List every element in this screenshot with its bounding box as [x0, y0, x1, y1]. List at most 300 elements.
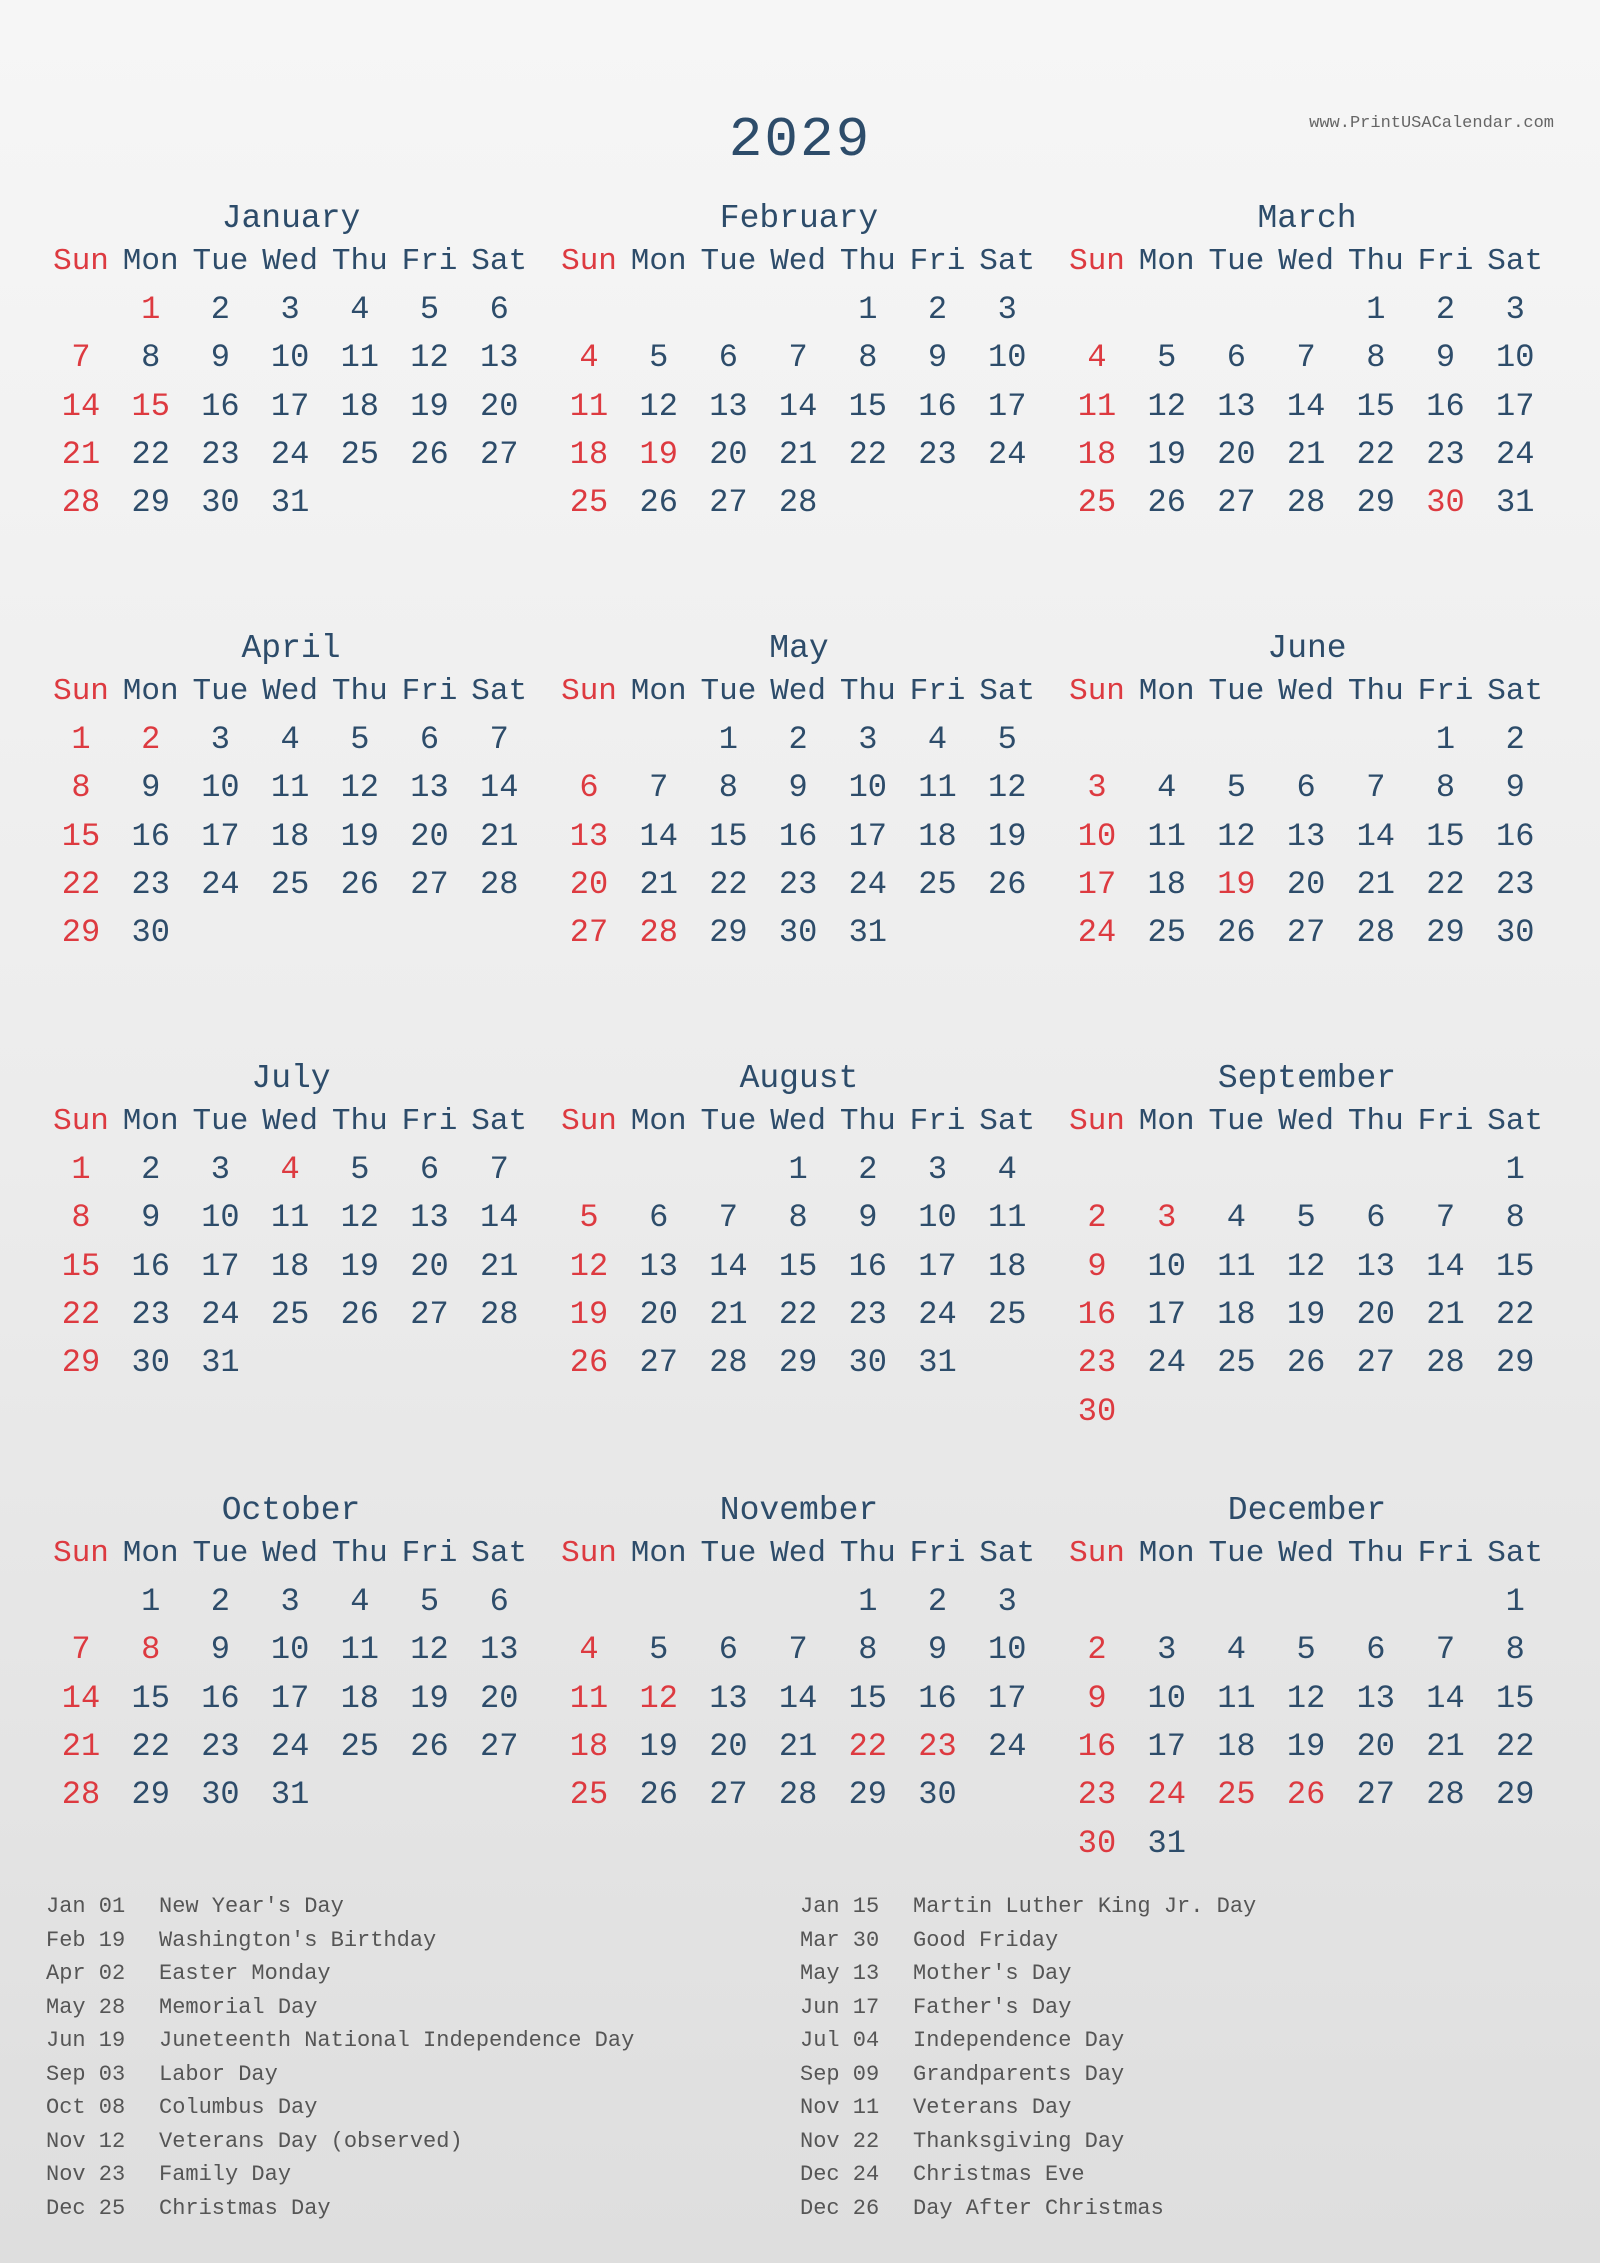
day-cell: 14 — [61, 1679, 101, 1717]
day-cell: 11 — [1217, 1679, 1256, 1717]
weekday-header: Mon — [630, 674, 687, 709]
holiday-name: Thanksgiving Day — [913, 2128, 1125, 2154]
holiday-date: Nov 11 — [800, 2095, 880, 2120]
day-cell: 2 — [1087, 1631, 1107, 1669]
day-cell: 21 — [61, 1727, 101, 1765]
weekday-header: Sun — [1069, 244, 1125, 279]
day-cell: 23 — [1077, 1776, 1117, 1814]
day-cell: 21 — [1426, 1727, 1465, 1765]
day-cell: 16 — [778, 817, 818, 855]
day-cell: 24 — [918, 1295, 957, 1333]
day-cell: 23 — [848, 1295, 887, 1333]
day-cell: 7 — [1366, 769, 1386, 807]
day-cell: 7 — [1435, 1199, 1456, 1237]
day-cell: 2 — [141, 721, 161, 758]
day-cell: 1 — [718, 721, 738, 758]
weekday-header: Tue — [1208, 674, 1265, 709]
day-cell: 18 — [1077, 435, 1117, 473]
day-cell: 3 — [1087, 769, 1107, 807]
day-cell: 5 — [579, 1199, 599, 1237]
weekday-header: Sat — [1487, 1104, 1544, 1139]
holiday-row — [46, 2091, 766, 2125]
day-cell: 15 — [1426, 817, 1465, 855]
day-cell: 22 — [848, 1727, 887, 1765]
day-cell: 11 — [1217, 1247, 1256, 1285]
day-cell: 3 — [210, 1151, 230, 1188]
day-cell: 9 — [210, 1631, 230, 1669]
day-cell: 22 — [1495, 1295, 1535, 1333]
weekday-header: Tue — [192, 674, 249, 709]
day-cell: 31 — [1495, 484, 1535, 522]
day-cell: 9 — [1505, 769, 1525, 807]
website-url: www.PrintUSACalendar.com — [1309, 114, 1554, 133]
day-cell: 1 — [858, 291, 878, 328]
weekday-header: Thu — [839, 674, 896, 709]
day-cell: 28 — [1356, 914, 1395, 952]
day-cell: 12 — [340, 769, 379, 807]
weekday-header: Sat — [979, 674, 1036, 709]
day-cell: 23 — [1495, 865, 1535, 903]
day-cell: 8 — [71, 769, 91, 807]
day-cell: 30 — [201, 484, 240, 522]
day-cell: 29 — [1356, 484, 1395, 522]
holiday-name: Day After Christmas — [913, 2195, 1164, 2221]
day-cell: 13 — [1356, 1247, 1395, 1285]
day-cell: 16 — [848, 1247, 887, 1285]
day-cell: 17 — [987, 387, 1027, 425]
holiday-date: May 13 — [800, 1961, 880, 1986]
day-cell: 21 — [1286, 435, 1326, 473]
weekday-header: Sat — [471, 1536, 528, 1571]
weekday-header: Tue — [192, 1536, 249, 1571]
holiday-row — [800, 2158, 1560, 2192]
weekday-header: Tue — [700, 1536, 757, 1571]
holiday-row — [46, 2058, 766, 2092]
year-title: 2029 — [728, 108, 872, 172]
day-cell: 26 — [639, 484, 678, 522]
day-cell: 17 — [201, 1247, 240, 1285]
day-cell: 8 — [141, 1631, 161, 1669]
holiday-date: Jan 15 — [800, 1894, 880, 1919]
weekday-header: Mon — [1138, 244, 1195, 279]
day-cell: 24 — [987, 1727, 1027, 1765]
day-cell: 30 — [131, 1344, 170, 1382]
day-cell: 5 — [649, 1631, 669, 1669]
day-cell: 23 — [201, 1727, 240, 1765]
day-cell: 29 — [61, 1344, 101, 1382]
day-cell: 3 — [280, 1583, 300, 1620]
day-cell: 17 — [201, 817, 240, 855]
day-cell: 26 — [1286, 1776, 1326, 1814]
weekday-header: Fri — [909, 674, 966, 709]
day-cell: 21 — [61, 435, 101, 473]
day-cell: 5 — [350, 1151, 370, 1188]
weekday-header: Fri — [401, 674, 458, 709]
day-cell: 22 — [778, 1295, 818, 1333]
weekday-header: Fri — [401, 1104, 458, 1139]
day-cell: 21 — [709, 1295, 748, 1333]
day-cell: 27 — [479, 1727, 519, 1765]
day-cell: 8 — [858, 1631, 878, 1669]
weekday-header: Wed — [262, 1536, 318, 1571]
weekday-header: Tue — [700, 674, 757, 709]
day-cell: 2 — [1435, 291, 1456, 328]
holiday-date: Mar 30 — [800, 1927, 880, 1953]
day-cell: 29 — [848, 1776, 887, 1814]
day-cell: 14 — [479, 769, 519, 807]
day-cell: 17 — [1495, 387, 1535, 425]
holiday-name: Mother's Day — [913, 1961, 1072, 1986]
day-cell: 5 — [1296, 1199, 1316, 1237]
day-cell: 28 — [61, 484, 101, 522]
weekday-header: Sat — [471, 1104, 528, 1139]
day-cell: 20 — [1356, 1727, 1395, 1765]
day-cell: 12 — [1217, 817, 1256, 855]
day-cell: 23 — [1426, 435, 1465, 473]
day-cell: 31 — [848, 914, 887, 952]
day-cell: 23 — [131, 1295, 170, 1333]
day-cell: 9 — [927, 339, 948, 377]
day-cell: 28 — [1286, 484, 1326, 522]
day-cell: 20 — [709, 1727, 748, 1765]
month-title: October — [221, 1492, 361, 1529]
day-cell: 31 — [918, 1344, 957, 1382]
day-cell: 25 — [569, 1776, 609, 1814]
weekday-header: Thu — [839, 1536, 896, 1571]
weekday-header: Fri — [909, 1536, 966, 1571]
day-cell: 20 — [709, 435, 748, 473]
day-cell: 17 — [270, 1679, 310, 1717]
day-cell: 6 — [489, 291, 509, 328]
day-cell: 4 — [1157, 769, 1177, 807]
weekday-header: Wed — [1278, 674, 1334, 709]
day-cell: 20 — [410, 1247, 449, 1285]
day-cell: 29 — [131, 484, 170, 522]
day-cell: 23 — [918, 435, 957, 473]
holiday-row — [800, 2192, 1560, 2226]
day-cell: 4 — [579, 1631, 599, 1669]
weekday-header: Fri — [1417, 1104, 1474, 1139]
day-cell: 26 — [1286, 1344, 1326, 1382]
holiday-row — [800, 2091, 1560, 2125]
day-cell: 19 — [340, 1247, 379, 1285]
weekday-header: Sat — [471, 674, 528, 709]
holiday-name: Easter Monday — [159, 1961, 331, 1986]
day-cell: 10 — [1147, 1247, 1186, 1285]
day-cell: 6 — [489, 1583, 509, 1620]
weekday-header: Mon — [1138, 1536, 1195, 1571]
day-cell: 3 — [997, 291, 1017, 328]
day-cell: 11 — [270, 769, 310, 807]
day-cell: 31 — [201, 1344, 240, 1382]
day-cell: 27 — [1356, 1344, 1395, 1382]
day-cell: 16 — [1426, 387, 1465, 425]
day-cell: 26 — [1147, 484, 1186, 522]
month-title: May — [769, 630, 829, 667]
weekday-header: Sat — [979, 1104, 1036, 1139]
holiday-name: Veterans Day (observed) — [159, 2128, 463, 2154]
holiday-name: Christmas Eve — [913, 2162, 1085, 2187]
weekday-header: Sat — [471, 244, 528, 279]
day-cell: 15 — [1495, 1679, 1535, 1717]
day-cell: 8 — [71, 1199, 91, 1237]
weekday-header: Sun — [53, 1536, 109, 1571]
day-cell: 15 — [1495, 1247, 1535, 1285]
day-cell: 11 — [1077, 387, 1117, 425]
day-cell: 15 — [848, 1679, 887, 1717]
weekday-header: Thu — [331, 1536, 388, 1571]
day-cell: 26 — [639, 1776, 678, 1814]
day-cell: 24 — [270, 1727, 310, 1765]
day-cell: 2 — [927, 1583, 948, 1620]
day-cell: 1 — [1435, 721, 1456, 758]
day-cell: 28 — [1426, 1776, 1465, 1814]
day-cell: 8 — [1505, 1199, 1525, 1237]
day-cell: 19 — [569, 1295, 609, 1333]
day-cell: 2 — [210, 291, 230, 328]
day-cell: 20 — [479, 387, 519, 425]
day-cell: 15 — [1356, 387, 1395, 425]
day-cell: 14 — [61, 387, 101, 425]
holiday-name: Columbus Day — [159, 2095, 318, 2120]
day-cell: 7 — [1435, 1631, 1456, 1669]
day-cell: 1 — [141, 1583, 161, 1620]
day-cell: 23 — [201, 435, 240, 473]
holiday-row — [46, 2125, 766, 2159]
holiday-name: Labor Day — [159, 2061, 278, 2087]
day-cell: 12 — [569, 1247, 609, 1285]
day-cell: 4 — [280, 1151, 300, 1188]
weekday-header: Wed — [1278, 244, 1334, 279]
day-cell: 12 — [410, 1631, 449, 1669]
holiday-date: May 28 — [46, 1994, 126, 2020]
day-cell: 22 — [61, 1295, 101, 1333]
day-cell: 4 — [350, 291, 370, 328]
holiday-row — [800, 1957, 1560, 1991]
weekday-header: Wed — [770, 1104, 826, 1139]
day-cell: 3 — [858, 721, 878, 758]
day-cell: 15 — [61, 817, 101, 855]
day-cell: 28 — [479, 865, 519, 903]
day-cell: 1 — [788, 1151, 808, 1188]
holiday-row — [46, 1924, 766, 1958]
day-cell: 21 — [778, 435, 818, 473]
holiday-name: Independence Day — [913, 2028, 1125, 2053]
weekday-header: Thu — [1347, 244, 1404, 279]
day-cell: 11 — [1147, 817, 1186, 855]
day-cell: 6 — [1226, 339, 1246, 377]
day-cell: 19 — [987, 817, 1027, 855]
day-cell: 4 — [579, 339, 599, 377]
day-cell: 6 — [718, 1631, 738, 1669]
holiday-date: Apr 02 — [46, 1961, 126, 1986]
day-cell: 27 — [639, 1344, 678, 1382]
weekday-header: Thu — [839, 1104, 896, 1139]
weekday-header: Wed — [262, 244, 318, 279]
day-cell: 15 — [848, 387, 887, 425]
day-cell: 20 — [1217, 435, 1256, 473]
day-cell: 11 — [340, 1631, 379, 1669]
day-cell: 8 — [858, 339, 878, 377]
day-cell: 1 — [1505, 1151, 1525, 1188]
weekday-header: Thu — [331, 674, 388, 709]
day-cell: 16 — [201, 387, 240, 425]
day-cell: 24 — [1495, 435, 1535, 473]
day-cell: 25 — [270, 865, 310, 903]
day-cell: 29 — [709, 914, 748, 952]
day-cell: 8 — [141, 339, 161, 377]
day-cell: 14 — [1426, 1679, 1465, 1717]
weekday-header: Mon — [122, 244, 179, 279]
day-cell: 19 — [639, 435, 678, 473]
day-cell: 27 — [1217, 484, 1256, 522]
day-cell: 5 — [419, 291, 440, 328]
day-cell: 11 — [987, 1199, 1027, 1237]
day-cell: 31 — [1147, 1824, 1186, 1862]
day-cell: 27 — [709, 484, 748, 522]
day-cell: 25 — [918, 865, 957, 903]
day-cell: 13 — [709, 1679, 748, 1717]
day-cell: 18 — [1217, 1727, 1256, 1765]
day-cell: 12 — [639, 1679, 678, 1717]
holiday-date: Jul 04 — [800, 2028, 880, 2053]
day-cell: 27 — [569, 914, 609, 952]
day-cell: 22 — [848, 435, 887, 473]
day-cell: 17 — [1147, 1727, 1186, 1765]
day-cell: 10 — [201, 769, 240, 807]
holiday-name: Christmas Day — [159, 2195, 331, 2221]
day-cell: 10 — [1077, 817, 1117, 855]
day-cell: 21 — [1426, 1295, 1465, 1333]
month-title: August — [739, 1060, 859, 1097]
day-cell: 16 — [131, 817, 170, 855]
day-cell: 18 — [340, 1679, 379, 1717]
weekday-header: Tue — [700, 1104, 757, 1139]
day-cell: 4 — [1087, 339, 1107, 377]
day-cell: 10 — [848, 769, 887, 807]
day-cell: 29 — [1426, 914, 1465, 952]
day-cell: 3 — [1157, 1199, 1177, 1237]
day-cell: 10 — [201, 1199, 240, 1237]
weekday-header: Fri — [401, 1536, 458, 1571]
day-cell: 26 — [340, 865, 379, 903]
day-cell: 22 — [131, 435, 170, 473]
holiday-date: Jun 19 — [46, 2028, 126, 2053]
month-title: December — [1227, 1492, 1387, 1529]
holiday-list-right — [800, 1890, 1560, 2225]
day-cell: 30 — [1077, 1392, 1117, 1430]
day-cell: 20 — [479, 1679, 519, 1717]
weekday-header: Tue — [1208, 244, 1265, 279]
day-cell: 13 — [1356, 1679, 1395, 1717]
weekday-header: Wed — [770, 674, 826, 709]
holiday-row — [46, 2158, 766, 2192]
day-cell: 8 — [1435, 769, 1456, 807]
day-cell: 25 — [340, 435, 379, 473]
day-cell: 14 — [479, 1199, 519, 1237]
day-cell: 1 — [1505, 1583, 1525, 1620]
day-cell: 7 — [489, 721, 509, 758]
weekday-header: Tue — [1208, 1104, 1265, 1139]
weekday-header: Mon — [1138, 1104, 1195, 1139]
weekday-header: Wed — [1278, 1536, 1334, 1571]
day-cell: 12 — [1286, 1247, 1326, 1285]
holiday-name: Washington's Birthday — [159, 1927, 437, 1953]
day-cell: 13 — [639, 1247, 678, 1285]
day-cell: 15 — [131, 1679, 170, 1717]
holiday-date: Sep 09 — [800, 2061, 880, 2087]
month-title: September — [1217, 1060, 1397, 1097]
holiday-name: Father's Day — [913, 1994, 1072, 2020]
day-cell: 26 — [569, 1344, 609, 1382]
day-cell: 13 — [479, 1631, 519, 1669]
day-cell: 9 — [927, 1631, 948, 1669]
day-cell: 30 — [1077, 1824, 1117, 1862]
weekday-header: Sun — [561, 1536, 617, 1571]
day-cell: 25 — [1217, 1344, 1256, 1382]
day-cell: 22 — [709, 865, 748, 903]
weekday-header: Fri — [909, 244, 966, 279]
weekday-header: Sat — [1487, 1536, 1544, 1571]
weekday-header: Mon — [630, 1536, 687, 1571]
day-cell: 27 — [1286, 914, 1326, 952]
day-cell: 25 — [1147, 914, 1186, 952]
day-cell: 22 — [1495, 1727, 1535, 1765]
day-cell: 5 — [1226, 769, 1246, 807]
day-cell: 13 — [410, 1199, 449, 1237]
day-cell: 13 — [1286, 817, 1326, 855]
day-cell: 10 — [918, 1199, 957, 1237]
weekday-header: Sun — [53, 674, 109, 709]
day-cell: 3 — [1505, 291, 1525, 328]
day-cell: 6 — [419, 721, 440, 758]
weekday-header: Thu — [331, 244, 388, 279]
day-cell: 4 — [1226, 1631, 1246, 1669]
day-cell: 1 — [1366, 291, 1386, 328]
day-cell: 23 — [918, 1727, 957, 1765]
day-cell: 21 — [479, 1247, 519, 1285]
holiday-name: Family Day — [159, 2162, 292, 2187]
day-cell: 29 — [1495, 1344, 1535, 1382]
day-cell: 5 — [350, 721, 370, 758]
day-cell: 2 — [858, 1151, 878, 1188]
weekday-header: Mon — [122, 1536, 179, 1571]
day-cell: 2 — [1087, 1199, 1107, 1237]
day-cell: 9 — [858, 1199, 878, 1237]
day-cell: 17 — [1147, 1295, 1186, 1333]
day-cell: 28 — [778, 484, 818, 522]
day-cell: 11 — [918, 769, 957, 807]
day-cell: 3 — [997, 1583, 1017, 1620]
day-cell: 8 — [718, 769, 738, 807]
holiday-name: Juneteenth National Independence Day — [159, 2028, 635, 2053]
day-cell: 25 — [569, 484, 609, 522]
weekday-header: Thu — [331, 1104, 388, 1139]
day-cell: 6 — [579, 769, 599, 807]
weekday-header: Sun — [561, 244, 617, 279]
month-title: July — [251, 1060, 331, 1097]
day-cell: 14 — [778, 387, 818, 425]
day-cell: 11 — [569, 1679, 609, 1717]
day-cell: 7 — [788, 339, 808, 377]
day-cell: 14 — [1286, 387, 1326, 425]
day-cell: 3 — [927, 1151, 948, 1188]
day-cell: 29 — [778, 1344, 818, 1382]
day-cell: 9 — [1435, 339, 1456, 377]
holiday-name: Memorial Day — [159, 1994, 318, 2020]
day-cell: 30 — [131, 914, 170, 952]
day-cell: 13 — [410, 769, 449, 807]
